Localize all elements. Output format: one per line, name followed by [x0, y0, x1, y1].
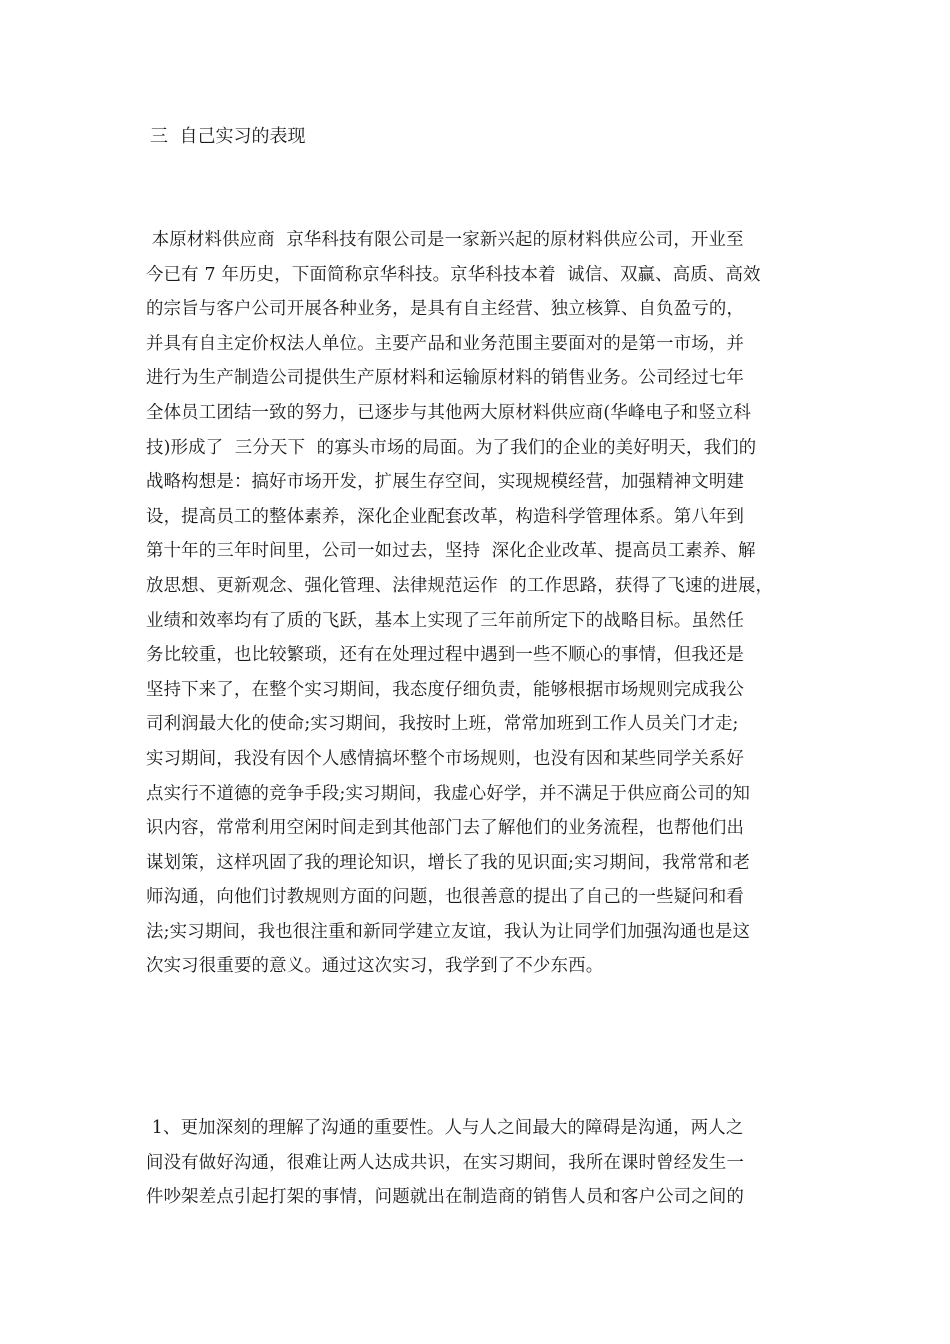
paragraph-line: 全体员工团结一致的努力，已逐步与其他两大原材料供应商(华峰电子和竖立科 — [146, 402, 752, 423]
paragraph-line: 业绩和效率均有了质的飞跃，基本上实现了三年前所定下的战略目标。虽然任 — [146, 610, 745, 631]
paragraph-line: 并具有自主定价权法人单位。主要产品和业务范围主要面对的是第一市场，并 — [146, 333, 745, 354]
paragraph-line: 法;实习期间，我也很注重和新同学建立友谊，我认为让同学们加强沟通也是这 — [146, 921, 751, 942]
paragraph-line: 1、更加深刻的理解了沟通的重要性。人与人之间最大的障碍是沟通，两人之 — [146, 1118, 744, 1138]
paragraph-line: 设，提高员工的整体素养，深化企业配套改革，构造科学管理体系。第八年到 — [146, 506, 745, 527]
paragraph-line: 放思想、更新观念、强化管理、法律规范运作 的工作思路，获得了飞速的进展， — [146, 575, 774, 596]
paragraph-line: 次实习很重要的意义。通过这次实习，我学到了不少东西。 — [146, 956, 604, 977]
paragraph-line: 识内容，常常利用空闲时间走到其他部门去了解他们的业务流程，也帮他们出 — [146, 818, 745, 839]
paragraph-line: 进行为生产制造公司提供生产原材料和运输原材料的销售业务。公司经过七年 — [146, 368, 745, 389]
section-heading: 三 自己实习的表现 — [150, 126, 306, 147]
paragraph-line: 司利润最大化的使命;实习期间，我按时上班，常常加班到工作人员关门才走; — [146, 714, 739, 735]
paragraph-line: 间没有做好沟通，很难让两人达成共识，在实习期间，我所在课时曾经发生一 — [146, 1152, 745, 1173]
paragraph-line: 的宗旨与客户公司开展各种业务，是具有自主经营、独立核算、自负盈亏的， — [146, 299, 745, 320]
paragraph-line: 第十年的三年时间里，公司一如过去，坚持 深化企业改革、提高员工素养、解 — [146, 541, 756, 562]
paragraph-line: 战略构想是：搞好市场开发，扩展生存空间，实现规模经营，加强精神文明建 — [146, 472, 745, 493]
paragraph-line: 技)形成了 三分天下 的寡头市场的局面。为了我们的企业的美好明天，我们的 — [146, 437, 757, 458]
paragraph-line: 本原材料供应商 京华科技有限公司是一家新兴起的原材料供应公司，开业至 — [146, 230, 744, 250]
paragraph-line: 务比较重，也比较繁琐，还有在处理过程中遇到一些不顺心的事情，但我还是 — [146, 645, 745, 666]
paragraph-line: 点实行不道德的竞争手段;实习期间，我虚心好学，并不满足于供应商公司的知 — [146, 783, 751, 804]
communication-paragraph — [146, 1111, 816, 1215]
paragraph-line: 坚持下来了，在整个实习期间，我态度仔细负责，能够根据市场规则完成我公 — [146, 679, 745, 700]
paragraph-line: 今已有 7 年历史，下面简称京华科技。京华科技本着 诚信、双赢、高质、高效 — [146, 264, 761, 285]
paragraph-line: 谋划策，这样巩固了我的理论知识，增长了我的见识面;实习期间，我常常和老 — [146, 852, 751, 873]
paragraph-line: 师沟通，向他们讨教规则方面的问题，也很善意的提出了自己的一些疑问和看 — [146, 887, 745, 908]
company-intro-paragraph — [146, 223, 816, 984]
paragraph-line: 件吵架差点引起打架的事情，问题就出在制造商的销售人员和客户公司之间的 — [146, 1187, 745, 1208]
paragraph-line: 实习期间，我没有因个人感情搞坏整个市场规则，也没有因和某些同学关系好 — [146, 748, 745, 769]
